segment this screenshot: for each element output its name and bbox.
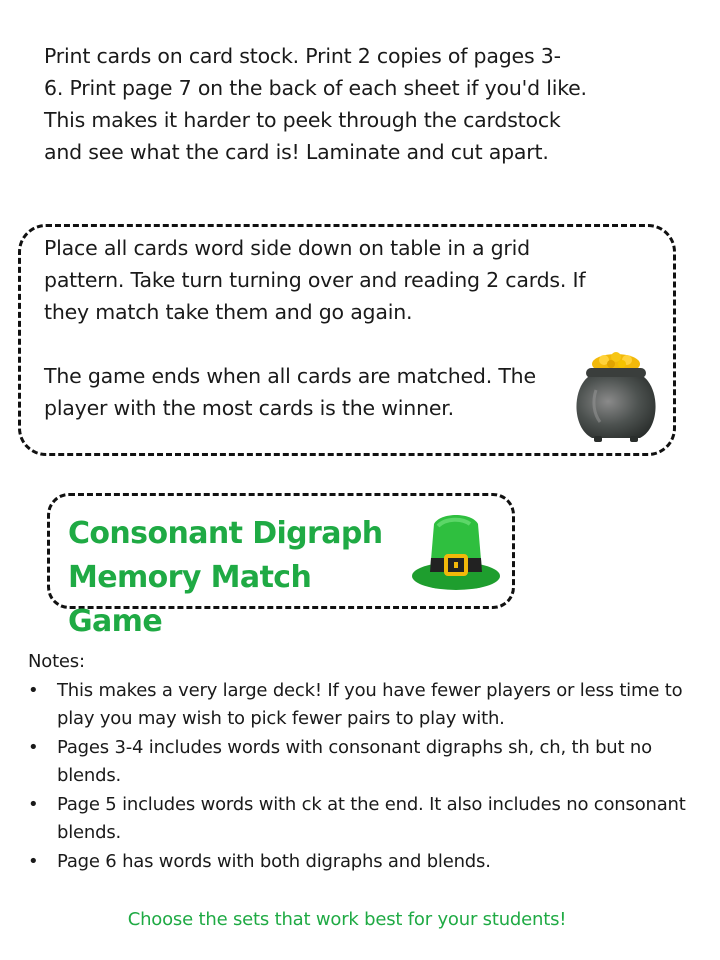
game-rules xyxy=(44,232,604,424)
bullet-icon: • xyxy=(28,850,39,872)
print-instructions-line: Print cards on card stock. Print 2 copies of pages 3- xyxy=(44,44,561,68)
list-item xyxy=(28,734,688,791)
note-text: Pages 3-4 includes words with consonant digraphs sh, ch, th but no blends. xyxy=(57,736,652,786)
title-line-2: Memory Match Game xyxy=(68,560,312,639)
notes-label: Notes: xyxy=(28,651,85,672)
print-instructions-line: and see what the card is! Laminate and cut apart. xyxy=(44,140,549,164)
print-instructions xyxy=(44,40,644,168)
bullet-icon: • xyxy=(28,736,39,758)
list-item xyxy=(28,677,688,734)
rules-paragraph-ending: The game ends when all cards are matched. The player with the most cards is the winner. xyxy=(44,364,536,420)
rules-paragraph-setup: Place all cards word side down on table in a grid pattern. Take turn turning over and reading 2 cards. If they match take them and go again. xyxy=(44,236,586,324)
closing-message: Choose the sets that work best for your students! xyxy=(127,909,567,930)
list-item xyxy=(28,791,688,848)
bullet-icon: • xyxy=(28,679,39,701)
leprechaun-hat-icon xyxy=(410,510,502,594)
print-instructions-line: This makes it harder to peek through the cardstock xyxy=(44,108,561,132)
list-item xyxy=(28,848,688,877)
note-text: Page 5 includes words with ck at the end. It also includes no consonant blends. xyxy=(57,793,686,843)
pot-of-gold-icon xyxy=(570,350,662,446)
title-line-1: Consonant Digraph xyxy=(68,516,383,551)
notes-section xyxy=(28,648,688,876)
note-text: Page 6 has words with both digraphs and blends. xyxy=(57,850,491,872)
print-instructions-line: 6. Print page 7 on the back of each sheet if you'd like. xyxy=(44,76,587,100)
note-text: This makes a very large deck! If you have fewer players or less time to play you may wish to pick fewer pairs to play with. xyxy=(57,679,683,729)
notes-list xyxy=(28,677,688,877)
game-title xyxy=(68,512,408,644)
bullet-icon: • xyxy=(28,793,39,815)
